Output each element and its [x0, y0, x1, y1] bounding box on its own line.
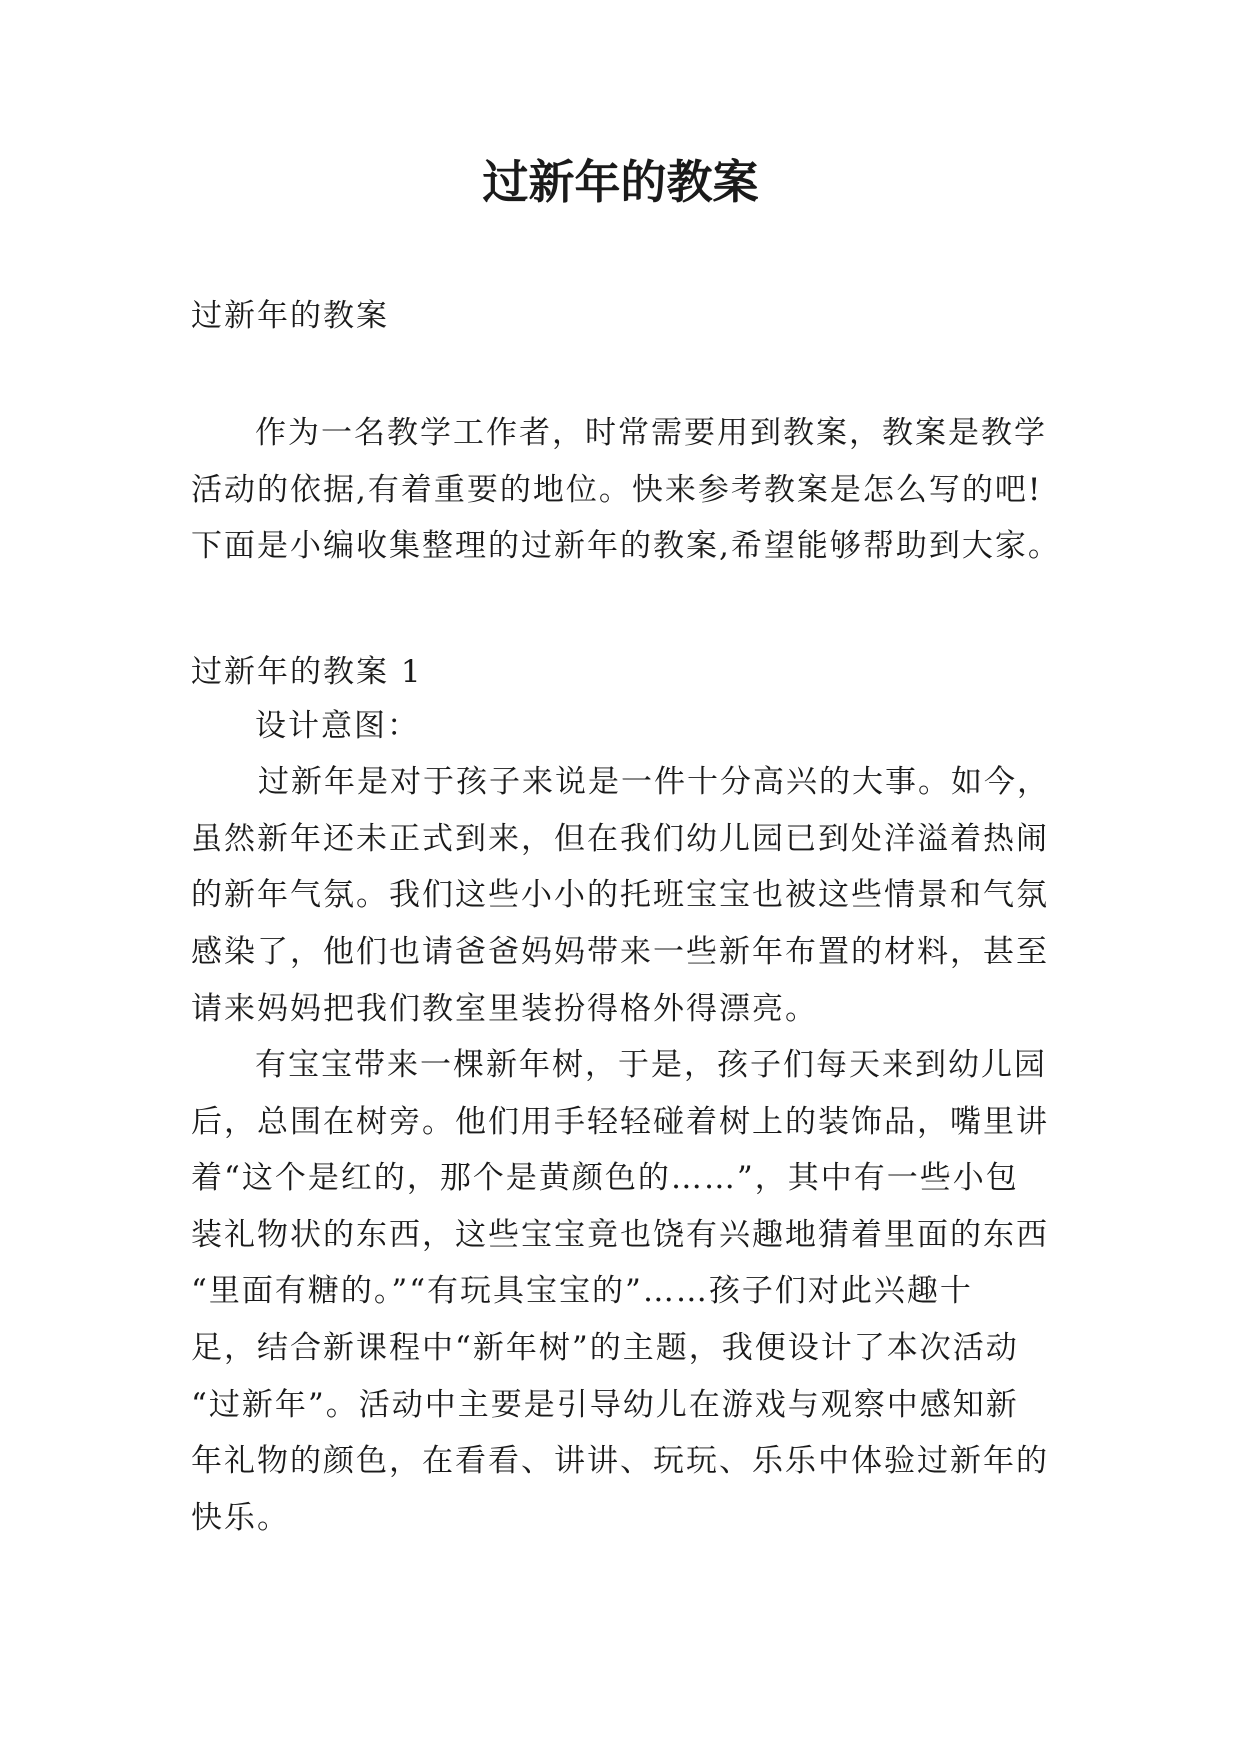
paragraph-line: 的新年气氛。我们这些小小的托班宝宝也被这些情景和气氛	[191, 877, 1049, 913]
paragraph-line: 后，总围在树旁。他们用手轻轻碰着树上的装饰品，嘴里讲	[191, 1104, 1049, 1140]
section-heading: 过新年的教案 1	[191, 654, 423, 690]
paragraph-line: “里面有糖的。”“有玩具宝宝的”……孩子们对此兴趣十	[191, 1273, 973, 1309]
intro-line: 活动的依据,有着重要的地位。快来参考教案是怎么写的吧!	[191, 472, 1043, 508]
document-title: 过新年的教案	[482, 155, 759, 209]
document-subtitle: 过新年的教案	[191, 298, 389, 334]
paragraph-line: “过新年”。活动中主要是引导幼儿在游戏与观察中感知新	[191, 1387, 1019, 1423]
paragraph-line: 足，结合新课程中“新年树”的主题，我便设计了本次活动	[191, 1330, 1019, 1366]
design-intent-label: 设计意图：	[255, 708, 420, 744]
paragraph-line: 快乐。	[191, 1500, 290, 1536]
paragraph-line: 过新年是对于孩子来说是一件十分高兴的大事。如今，	[258, 764, 1050, 800]
paragraph-line: 感染了，他们也请爸爸妈妈带来一些新年布置的材料，甚至	[191, 934, 1049, 970]
paragraph-line: 请来妈妈把我们教室里装扮得格外得漂亮。	[191, 991, 818, 1027]
paragraph-line: 装礼物状的东西，这些宝宝竟也饶有兴趣地猜着里面的东西	[191, 1217, 1049, 1253]
intro-line: 作为一名教学工作者，时常需要用到教案，教案是教学	[255, 415, 1047, 451]
paragraph-line: 有宝宝带来一棵新年树，于是，孩子们每天来到幼儿园	[255, 1047, 1047, 1083]
paragraph-line: 着“这个是红的，那个是黄颜色的……”，其中有一些小包	[191, 1160, 1019, 1196]
intro-line: 下面是小编收集整理的过新年的教案,希望能够帮助到大家。	[191, 528, 1061, 564]
paragraph-line: 虽然新年还未正式到来，但在我们幼儿园已到处洋溢着热闹	[191, 821, 1049, 857]
paragraph-line: 年礼物的颜色，在看看、讲讲、玩玩、乐乐中体验过新年的	[191, 1443, 1049, 1479]
